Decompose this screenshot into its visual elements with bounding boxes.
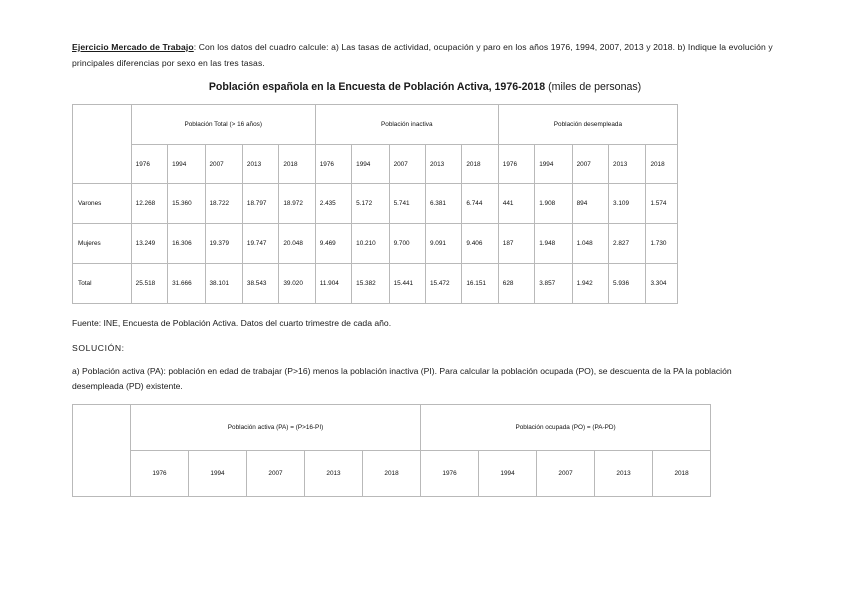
year-header: 2007	[389, 145, 425, 184]
table-cell: 1.908	[535, 184, 572, 224]
table-cell: 20.048	[279, 224, 315, 264]
group-header: Población desempleada	[498, 105, 677, 145]
year-header: 2007	[205, 145, 242, 184]
table-cell: 18.722	[205, 184, 242, 224]
table-cell: 38.543	[242, 264, 278, 304]
table-cell: 1.048	[572, 224, 608, 264]
group-header: Población ocupada (PO) = (PA-PD)	[421, 405, 711, 451]
table-cell: 39.020	[279, 264, 315, 304]
table-cell: 441	[498, 184, 534, 224]
row-label: Mujeres	[73, 224, 132, 264]
year-header: 2018	[363, 451, 421, 497]
table-cell: 19.747	[242, 224, 278, 264]
answer-table	[72, 404, 711, 497]
source-note: Fuente: INE, Encuesta de Población Activa. Datos del cuarto trimestre de cada año.	[72, 318, 392, 328]
table-cell: 12.268	[131, 184, 167, 224]
exercise-lead: Ejercicio Mercado de Trabajo	[72, 42, 194, 52]
year-header: 1976	[498, 145, 534, 184]
table-cell: 9.469	[315, 224, 351, 264]
year-header: 1994	[479, 451, 537, 497]
answer-group-header-row	[73, 405, 711, 451]
table-cell: 3.109	[609, 184, 646, 224]
solution-paragraph: a) Población activa (PA): población en edad de trabajar (P>16) menos la población inactiva (PI). Para calcular la población ocupada (PO), se descuenta de la PA la población desempleada (PD) existente.	[72, 366, 732, 391]
table-cell: 15.472	[425, 264, 461, 304]
table-cell: 16.306	[168, 224, 205, 264]
year-header: 2007	[572, 145, 608, 184]
year-header: 1994	[168, 145, 205, 184]
table-cell: 9.091	[425, 224, 461, 264]
table-cell: 31.666	[168, 264, 205, 304]
year-header: 1976	[131, 451, 189, 497]
table-title-main: Población española en la Encuesta de Población Activa, 1976-2018	[208, 81, 546, 93]
row-label: Total	[73, 264, 132, 304]
exercise-statement: : Con los datos del cuadro calcule: a) Las tasas de actividad, ocupación y paro en los años 1976, 1994, 2007, 2013 y 2018. b) Indique la evolución y principales diferencias por sexo en las tres tasas.	[72, 42, 773, 68]
year-header: 2013	[609, 145, 646, 184]
table-cell: 1.942	[572, 264, 608, 304]
table-cell: 18.797	[242, 184, 278, 224]
exercise-intro	[72, 39, 780, 71]
table-cell: 15.441	[389, 264, 425, 304]
table-cell: 894	[572, 184, 608, 224]
table-cell: 6.744	[462, 184, 498, 224]
table-cell: 3.304	[646, 264, 678, 304]
year-header: 1994	[352, 145, 389, 184]
corner-cell	[73, 105, 132, 184]
answer-year-header-row	[73, 451, 711, 497]
table-group-header-row	[73, 105, 678, 145]
table-cell: 38.101	[205, 264, 242, 304]
table-row	[73, 184, 678, 224]
year-header: 1976	[421, 451, 479, 497]
table-cell: 187	[498, 224, 534, 264]
year-header: 2013	[305, 451, 363, 497]
table-cell: 11.904	[315, 264, 351, 304]
table-row	[73, 264, 678, 304]
table-cell: 5.172	[352, 184, 389, 224]
table-cell: 628	[498, 264, 534, 304]
table-cell: 5.936	[609, 264, 646, 304]
table-cell: 6.381	[425, 184, 461, 224]
table-cell: 9.700	[389, 224, 425, 264]
table-cell: 19.379	[205, 224, 242, 264]
table-cell: 1.948	[535, 224, 572, 264]
year-header: 1976	[315, 145, 351, 184]
year-header: 2007	[537, 451, 595, 497]
solution-heading: SOLUCIÓN:	[72, 343, 125, 353]
table-cell: 5.741	[389, 184, 425, 224]
table-cell: 2.827	[609, 224, 646, 264]
group-header: Población Total (> 16 años)	[131, 105, 315, 145]
table-cell: 15.360	[168, 184, 205, 224]
year-header: 2018	[279, 145, 315, 184]
corner-cell	[73, 405, 131, 497]
table-cell: 10.210	[352, 224, 389, 264]
table-title	[72, 79, 778, 95]
year-header: 2018	[462, 145, 498, 184]
year-header: 2018	[653, 451, 711, 497]
table-cell: 2.435	[315, 184, 351, 224]
table-cell: 25.518	[131, 264, 167, 304]
table-title-unit: (miles de personas)	[545, 81, 642, 93]
table-cell: 3.857	[535, 264, 572, 304]
table-year-header-row	[73, 145, 678, 184]
year-header: 1994	[189, 451, 247, 497]
year-header: 2013	[425, 145, 461, 184]
year-header: 2018	[646, 145, 678, 184]
table-cell: 1.574	[646, 184, 678, 224]
year-header: 2013	[242, 145, 278, 184]
table-cell: 1.730	[646, 224, 678, 264]
group-header: Población inactiva	[315, 105, 498, 145]
group-header: Población activa (PA) = (P>16-PI)	[131, 405, 421, 451]
table-cell: 13.249	[131, 224, 167, 264]
table-cell: 15.382	[352, 264, 389, 304]
year-header: 1976	[131, 145, 167, 184]
population-table	[72, 104, 678, 304]
year-header: 2007	[247, 451, 305, 497]
year-header: 2013	[595, 451, 653, 497]
table-cell: 18.972	[279, 184, 315, 224]
table-row	[73, 224, 678, 264]
year-header: 1994	[535, 145, 572, 184]
row-label: Varones	[73, 184, 132, 224]
table-cell: 9.406	[462, 224, 498, 264]
table-cell: 16.151	[462, 264, 498, 304]
